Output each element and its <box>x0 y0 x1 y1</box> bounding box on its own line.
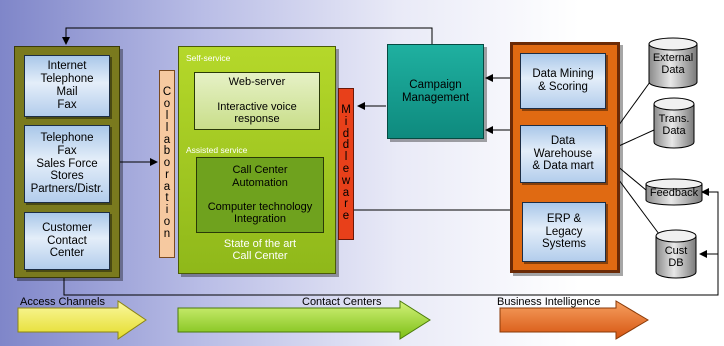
middleware-letter: M <box>341 104 351 117</box>
campaign-management-text: Campaign Management <box>401 78 470 104</box>
self-service-label: Self-service <box>186 53 231 63</box>
collaboration-letter: l <box>165 121 169 134</box>
collaboration-label <box>163 87 171 240</box>
collaboration-letter: i <box>165 204 169 217</box>
data-warehouse-text: Data Warehouse & Data mart <box>532 134 594 173</box>
erp-text: ERP & Legacy Systems <box>541 212 587 251</box>
collaboration-letter: o <box>163 216 171 229</box>
business-intelligence-label: Business Intelligence <box>497 296 601 308</box>
channel-box-telephone-text: Telephone Fax Sales Force Stores Partners/Distr. <box>30 131 104 196</box>
middleware-letter: w <box>341 174 351 187</box>
web-server-box-text: Web-server Interactive voice response <box>217 76 297 126</box>
call-center-box-text: Call Center Automation Computer technology Integration <box>207 164 313 226</box>
collaboration-letter: l <box>165 109 169 122</box>
trans-data-label: Trans. Data <box>658 113 690 138</box>
channel-box-internet <box>24 55 110 117</box>
data-mining-text: Data Mining & Scoring <box>532 68 594 93</box>
data-mining-box <box>520 53 606 109</box>
web-server-box <box>194 72 320 130</box>
collaboration-bar <box>159 70 175 258</box>
collaboration-letter: t <box>165 192 169 205</box>
campaign-management-box <box>387 44 484 139</box>
collaboration-letter: r <box>165 168 169 181</box>
channel-box-contact-center-text: Customer Contact Center <box>42 221 92 260</box>
assisted-service-label: Assisted service <box>186 145 248 155</box>
collaboration-letter: a <box>163 133 171 146</box>
collaboration-letter: C <box>162 86 172 99</box>
collaboration-letter: o <box>163 157 171 170</box>
middleware-letter: e <box>342 210 350 223</box>
custdb-to-feedback-line <box>702 192 718 254</box>
middleware-letter: d <box>342 139 350 152</box>
middleware-letter: a <box>342 186 350 199</box>
middleware-letter: d <box>342 127 350 140</box>
erp-box <box>522 202 606 262</box>
feedback-label: Feedback <box>649 187 699 199</box>
campaign-to-channels-line <box>66 28 432 44</box>
cust-db-label: Cust DB <box>664 245 688 270</box>
middleware-letter: l <box>344 151 348 164</box>
middleware-letter: i <box>344 115 348 128</box>
data-warehouse-box <box>520 125 606 183</box>
call-center-box <box>196 157 324 233</box>
collaboration-letter: b <box>163 145 171 158</box>
contact-centers-label: Contact Centers <box>302 296 382 308</box>
collaboration-letter: a <box>163 180 171 193</box>
access-channels-label: Access Channels <box>20 296 105 308</box>
middleware-bar <box>338 88 354 240</box>
collaboration-letter: o <box>163 98 171 111</box>
middleware-letter: e <box>342 163 350 175</box>
channel-box-contact-center <box>24 212 110 270</box>
external-data-label: External Data <box>652 52 694 77</box>
call-center-footer: State of the art Call Center <box>223 238 297 263</box>
collaboration-letter: n <box>163 227 171 240</box>
channel-box-internet-text: Internet Telephone Mail Fax <box>40 60 94 111</box>
channel-box-telephone <box>24 125 110 203</box>
middleware-label <box>341 105 351 223</box>
middleware-letter: r <box>344 198 348 211</box>
